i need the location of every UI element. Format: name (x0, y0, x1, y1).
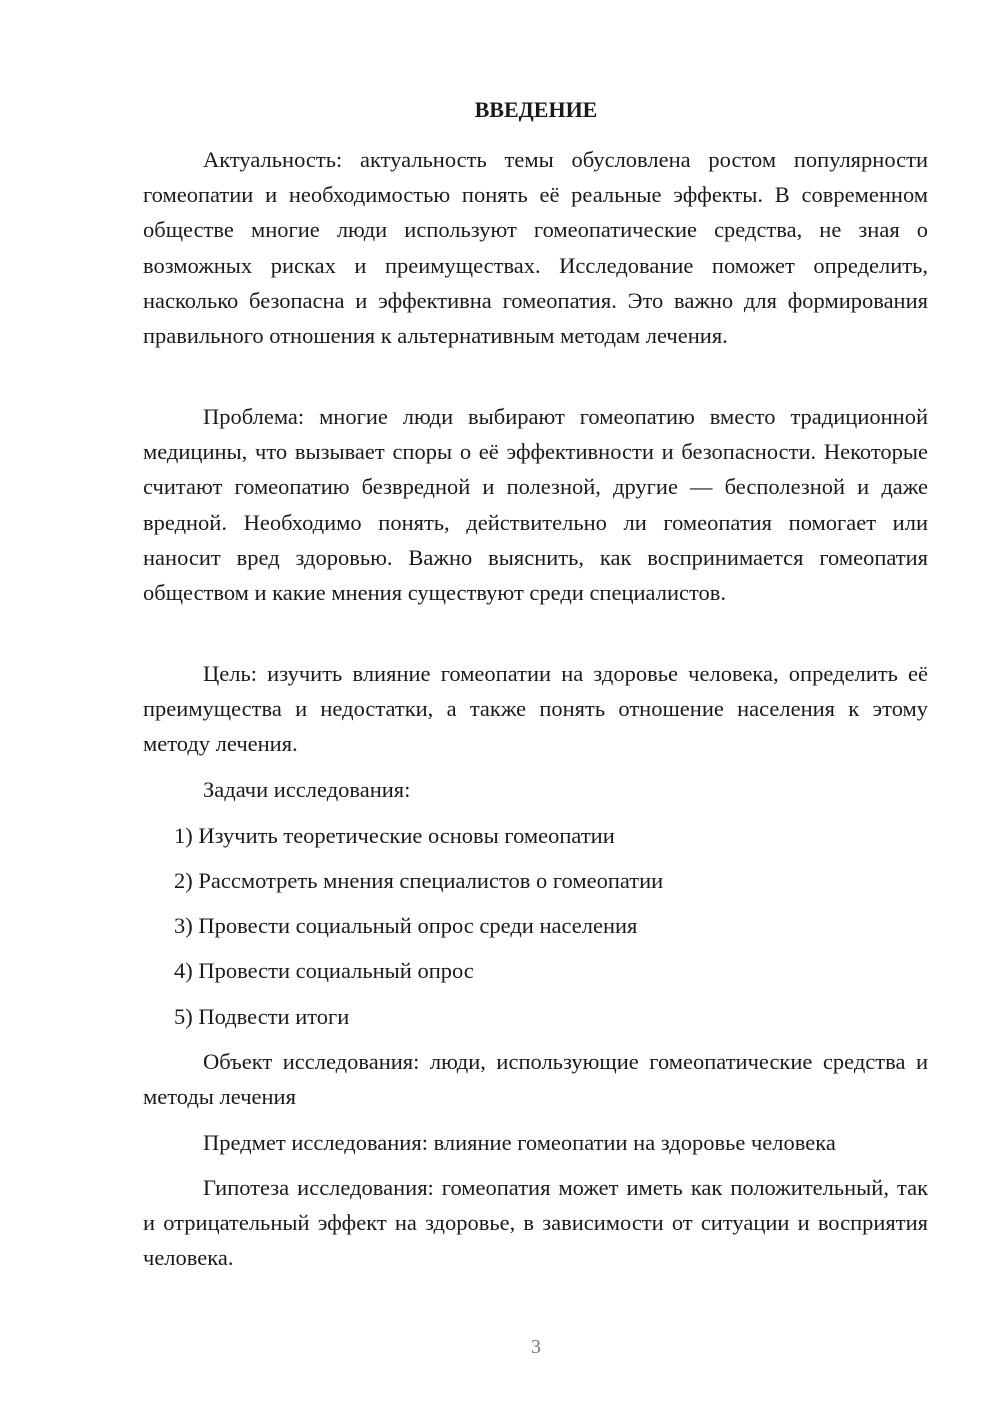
hypothesis-paragraph: Гипотеза исследования: гомеопатия может иметь как положительный, так и отрицательный эффект на здоровье, в зависимости от ситуации и восприятия человека. (143, 1175, 928, 1271)
object-paragraph: Объект исследования: люди, использующие гомеопатические средства и методы лечения (143, 1049, 928, 1110)
task-item-2: 2) Рассмотреть мнения специалистов о гомеопатии (174, 868, 664, 893)
tasks-heading: Задачи исследования: (203, 777, 411, 802)
subject-paragraph: Предмет исследования: влияние гомеопатии на здоровье человека (203, 1130, 836, 1155)
relevance-paragraph: Актуальность: актуальность темы обусловлена ростом популярности гомеопатии и необходимостью понять её реальные эффекты. В современном обществе многие люди используют гомеопатические средства, не зная о возможных рисках и преимуществах. Исследование поможет определить, насколько безопасна и эффективна гомеопатия. Это важно для формирования правильного отношения к альтернативным методам лечения. (143, 147, 928, 349)
task-item-3: 3) Провести социальный опрос среди населения (174, 913, 638, 938)
page-number: 3 (531, 1336, 541, 1358)
task-item-1: 1) Изучить теоретические основы гомеопатии (174, 823, 615, 848)
page-title: ВВЕДЕНИЕ (474, 97, 598, 122)
goal-paragraph: Цель: изучить влияние гомеопатии на здоровье человека, определить её преимущества и недостатки, а также понять отношение населения к этому методу лечения. (143, 661, 928, 757)
problem-paragraph: Проблема: многие люди выбирают гомеопатию вместо традиционной медицины, что вызывает споры о её эффективности и безопасности. Некоторые считают гомеопатию безвредной и полезной, другие — бесполезной и даже вредной. Необходимо понять, действительно ли гомеопатия помогает или наносит вред здоровью. Важно выяснить, как воспринимается гомеопатия обществом и какие мнения существуют среди специалистов. (143, 404, 928, 606)
task-item-5: 5) Подвести итоги (174, 1004, 350, 1029)
task-item-4: 4) Провести социальный опрос (174, 958, 474, 983)
